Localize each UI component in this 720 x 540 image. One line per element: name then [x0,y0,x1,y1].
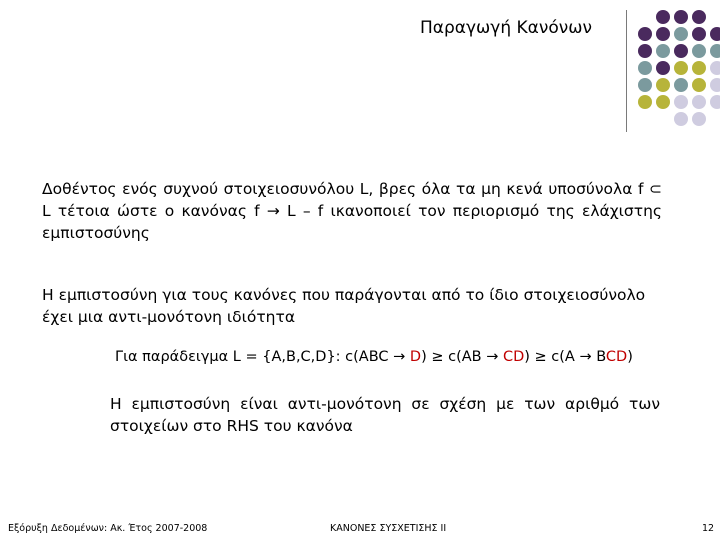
footer-topic: ΚΑΝΟΝΕΣ ΣΥΣΧΕΤΙΣΗΣ ΙΙ [330,523,447,534]
dot [638,95,652,109]
dot [692,112,706,126]
dot [674,78,688,92]
dot [692,44,706,58]
rhs-explanation-text: Η εμπιστοσύνη είναι αντι-μονότονη σε σχέση με των αριθμό των στοιχείων στο RHS του κανόνα [110,395,660,435]
dot [692,27,706,41]
dot [692,10,706,24]
dot [674,95,688,109]
dot [674,10,688,24]
dot [638,61,652,75]
dot [638,78,652,92]
dot [638,44,652,58]
consequent-cd-2: CD [605,349,628,365]
dot [710,61,720,75]
dot [710,78,720,92]
dot [692,61,706,75]
dot [656,10,670,24]
dot [638,27,652,41]
page-number: 12 [702,523,715,534]
anti-monotone-property-text: Η εμπιστοσύνη για τους κανόνες που παράγονται από το ίδιο στοιχειοσύνολο έχει μια αντι-μονότονη ιδιότητα [42,286,646,326]
footer-course: Εξόρυξη Δεδομένων: Ακ. Έτος 2007-2008 [8,523,208,534]
rule-generation-definition: Δοθέντος ενός συχνού στοιχειοσυνόλου L, βρες όλα τα μη κενά υποσύνολα f ⊂ L τέτοια ώστε ο κανόνας f → L – f ικανοποιεί τον περιορισμό της ελάχιστης εμπιστοσύνης [42,180,662,242]
dot [692,95,706,109]
example-formula [115,346,675,368]
dot [656,78,670,92]
dot [674,61,688,75]
example-suffix: ) [627,349,633,365]
dot [674,112,688,126]
title-divider [626,10,627,132]
dot [656,95,670,109]
example-mid2: ) ≥ c(A → B [524,349,606,365]
dot [710,95,720,109]
consequent-d: D [409,349,422,365]
example-mid1: ) ≥ c(AB → [421,349,503,365]
dot [710,27,720,41]
dot [692,78,706,92]
dot [656,27,670,41]
dot [656,61,670,75]
decorative-dot-grid [638,10,720,127]
dot [656,44,670,58]
dot [674,44,688,58]
example-prefix: Για παράδειγμα L = {A,B,C,D}: c(ABC → [115,349,410,365]
consequent-cd: CD [502,349,525,365]
dot [674,27,688,41]
slide-title: Παραγωγή Κανόνων [420,18,593,38]
dot [710,44,720,58]
